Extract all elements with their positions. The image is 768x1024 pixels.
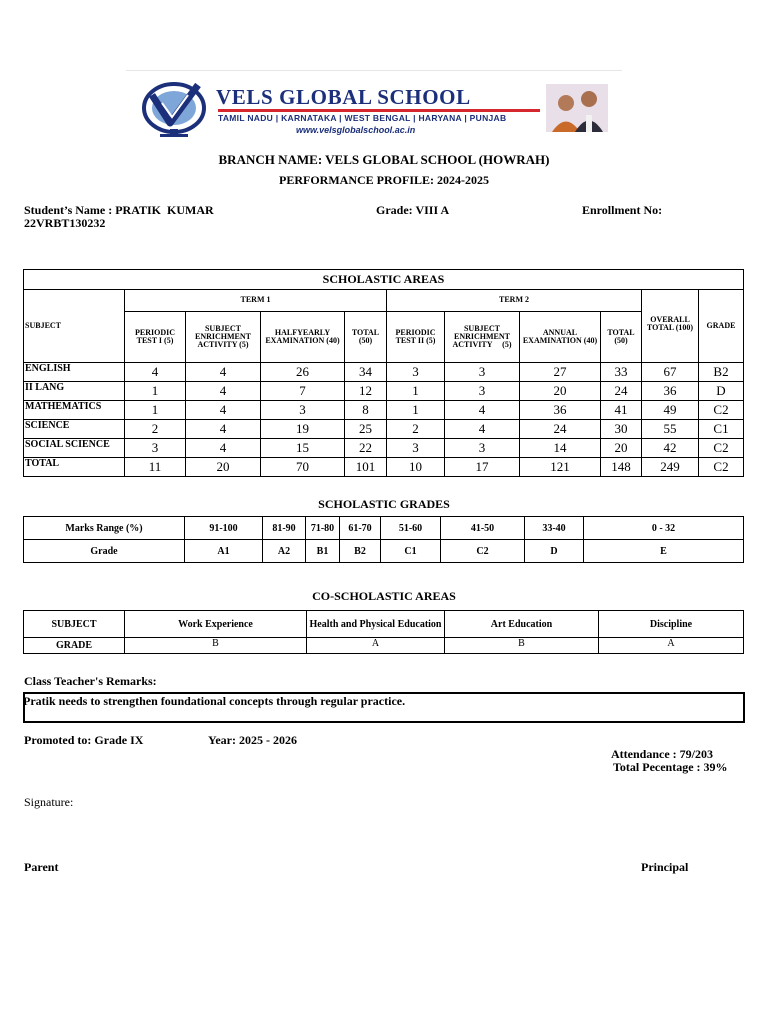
mark-cell-hy: 19 (261, 420, 345, 439)
scholastic-title: SCHOLASTIC AREAS (24, 270, 744, 290)
mark-cell-sea1: 4 (186, 401, 261, 420)
mark-cell-t1: 22 (345, 439, 387, 458)
co-grade-cell: B (445, 638, 599, 654)
mark-cell-sea1: 4 (186, 420, 261, 439)
range-label: Marks Range (%) (24, 517, 185, 540)
mark-cell-hy: 3 (261, 401, 345, 420)
mark-cell-pt1: 2 (125, 420, 186, 439)
term1-header: TERM 1 (125, 290, 387, 312)
mark-cell-overall: 55 (642, 420, 699, 439)
subject-name: TOTAL (24, 458, 125, 477)
mark-cell-overall: 249 (642, 458, 699, 477)
mark-cell-sea2: 4 (445, 401, 520, 420)
mark-cell-t2: 148 (601, 458, 642, 477)
banner-website: www.velsglobalschool.ac.in (296, 125, 416, 135)
grade-letter-cell: C2 (441, 540, 525, 563)
grade-letter-cell: B1 (306, 540, 340, 563)
subject-name: MATHEMATICS (24, 401, 125, 420)
scholastic-areas-table (23, 269, 744, 477)
attendance: Attendance : 79/203 (611, 747, 713, 761)
grade-letter-cell: C1 (381, 540, 441, 563)
grade-range-cell: 0 - 32 (584, 517, 744, 540)
mark-cell-pt2: 10 (387, 458, 445, 477)
mark-cell-t2: 33 (601, 363, 642, 382)
co-subject-cell: Discipline (599, 611, 744, 638)
performance-profile: PERFORMANCE PROFILE: 2024-2025 (279, 173, 489, 187)
coscholastic-subject-row (24, 611, 744, 638)
mark-cell-annual: 20 (520, 382, 601, 401)
mark-cell-pt1: 1 (125, 382, 186, 401)
table-row (24, 439, 744, 458)
mark-cell-hy: 70 (261, 458, 345, 477)
signature-label: Signature: (24, 795, 74, 809)
grade-letter-cell: E (584, 540, 744, 563)
mark-cell-annual: 36 (520, 401, 601, 420)
mark-cell-t1: 25 (345, 420, 387, 439)
col-halfyearly: HALFYEARLY EXAMINATION (40) (261, 311, 345, 362)
mark-cell-annual: 121 (520, 458, 601, 477)
col-grade: GRADE (699, 290, 744, 363)
mark-cell-overall: 67 (642, 363, 699, 382)
branch-name: BRANCH NAME: VELS GLOBAL SCHOOL (HOWRAH) (218, 152, 550, 167)
co-grade-cell: A (307, 638, 445, 654)
total-percentage: Total Pecentage : 39% (613, 760, 728, 774)
term2-header: TERM 2 (387, 290, 642, 312)
co-subject-cell: Work Experience (125, 611, 307, 638)
mark-cell-sea2: 17 (445, 458, 520, 477)
mark-cell-hy: 15 (261, 439, 345, 458)
grade-range-cell: 71-80 (306, 517, 340, 540)
grade-label: Grade (24, 540, 185, 563)
mark-cell-pt1: 1 (125, 401, 186, 420)
mark-cell-pt2: 3 (387, 363, 445, 382)
mark-cell-t1: 12 (345, 382, 387, 401)
mark-cell-annual: 27 (520, 363, 601, 382)
col-overall: OVERALL TOTAL (100) (642, 290, 699, 363)
mark-cell-t1: 34 (345, 363, 387, 382)
mark-cell-t2: 24 (601, 382, 642, 401)
mark-cell-t1: 101 (345, 458, 387, 477)
mark-cell-sea1: 4 (186, 439, 261, 458)
mark-cell-sea2: 4 (445, 420, 520, 439)
mark-cell-grade: C2 (699, 401, 744, 420)
coscholastic-table (23, 610, 744, 654)
co-subject-cell: Art Education (445, 611, 599, 638)
mark-cell-pt1: 11 (125, 458, 186, 477)
col-sea2: SUBJECT ENRICHMENT ACTIVITY (5) (445, 311, 520, 362)
table-row (24, 458, 744, 477)
grade-range-cell: 51-60 (381, 517, 441, 540)
enrollment-label: Enrollment No: (582, 203, 663, 217)
grade-range-cell: 33-40 (525, 517, 584, 540)
scholastic-grades-table (23, 516, 744, 563)
mark-cell-overall: 36 (642, 382, 699, 401)
mark-cell-grade: D (699, 382, 744, 401)
mark-cell-pt2: 1 (387, 401, 445, 420)
mark-cell-pt2: 3 (387, 439, 445, 458)
grade-range-cell: 91-100 (185, 517, 263, 540)
mark-cell-t2: 30 (601, 420, 642, 439)
mark-cell-grade: C1 (699, 420, 744, 439)
mark-cell-sea1: 4 (186, 363, 261, 382)
banner-divider (218, 109, 540, 112)
table-row (24, 363, 744, 382)
grades-letter-row (24, 540, 744, 563)
student-name: Student’s Name : PRATIK KUMAR (24, 203, 214, 217)
coscholastic-grade-row (24, 638, 744, 654)
co-subject-label: SUBJECT (24, 611, 125, 638)
col-total2: TOTAL (50) (601, 311, 642, 362)
subject-name: II LANG (24, 382, 125, 401)
promotion-year: Year: 2025 - 2026 (208, 733, 297, 747)
mark-cell-grade: B2 (699, 363, 744, 382)
mark-cell-grade: C2 (699, 458, 744, 477)
grade-letter-cell: B2 (340, 540, 381, 563)
co-grade-cell: A (599, 638, 744, 654)
school-emblem-icon (144, 84, 204, 137)
mark-cell-t2: 41 (601, 401, 642, 420)
table-row (24, 420, 744, 439)
mark-cell-sea2: 3 (445, 382, 520, 401)
remarks-text: Pratik needs to strengthen foundational concepts through regular practice. (23, 694, 406, 708)
mark-cell-pt2: 1 (387, 382, 445, 401)
grade-letter-cell: D (525, 540, 584, 563)
mark-cell-t1: 8 (345, 401, 387, 420)
col-pt1: PERIODIC TEST I (5) (125, 311, 186, 362)
grades-range-row (24, 517, 744, 540)
grade-letter-cell: A2 (263, 540, 306, 563)
mark-cell-grade: C2 (699, 439, 744, 458)
subject-name: SOCIAL SCIENCE (24, 439, 125, 458)
banner-states: TAMIL NADU | KARNATAKA | WEST BENGAL | HARYANA | PUNJAB (218, 113, 507, 123)
banner-school-name: VELS GLOBAL SCHOOL (216, 85, 471, 109)
co-subject-cell: Health and Physical Education (307, 611, 445, 638)
col-total1: TOTAL (50) (345, 311, 387, 362)
grade-range-cell: 41-50 (441, 517, 525, 540)
subject-name: ENGLISH (24, 363, 125, 382)
mark-cell-overall: 42 (642, 439, 699, 458)
col-annual: ANNUAL EXAMINATION (40) (520, 311, 601, 362)
col-sea1: SUBJECT ENRICHMENT ACTIVITY (5) (186, 311, 261, 362)
mark-cell-pt1: 3 (125, 439, 186, 458)
mark-cell-hy: 7 (261, 382, 345, 401)
co-grade-cell: B (125, 638, 307, 654)
mark-cell-sea1: 4 (186, 382, 261, 401)
founders-photo-icon (546, 84, 608, 132)
subject-name: SCIENCE (24, 420, 125, 439)
mark-cell-overall: 49 (642, 401, 699, 420)
coscholastic-title: CO-SCHOLASTIC AREAS (312, 589, 456, 603)
enrollment-number: 22VRBT130232 (24, 216, 106, 230)
col-pt2: PERIODIC TEST II (5) (387, 311, 445, 362)
mark-cell-pt1: 4 (125, 363, 186, 382)
mark-cell-sea1: 20 (186, 458, 261, 477)
mark-cell-pt2: 2 (387, 420, 445, 439)
parent-signature: Parent (24, 860, 59, 874)
promoted-to: Promoted to: Grade IX (24, 733, 144, 747)
remarks-label: Class Teacher's Remarks: (24, 674, 157, 688)
grade-letter-cell: A1 (185, 540, 263, 563)
mark-cell-sea2: 3 (445, 363, 520, 382)
mark-cell-hy: 26 (261, 363, 345, 382)
grade-range-cell: 61-70 (340, 517, 381, 540)
table-row (24, 401, 744, 420)
mark-cell-sea2: 3 (445, 439, 520, 458)
student-grade: Grade: VIII A (376, 203, 450, 217)
mark-cell-t2: 20 (601, 439, 642, 458)
principal-signature: Principal (641, 860, 689, 874)
grade-range-cell: 81-90 (263, 517, 306, 540)
mark-cell-annual: 24 (520, 420, 601, 439)
co-grade-label: GRADE (24, 638, 125, 654)
school-banner (126, 70, 622, 141)
grades-title: SCHOLASTIC GRADES (318, 497, 450, 511)
mark-cell-annual: 14 (520, 439, 601, 458)
table-row (24, 382, 744, 401)
col-subject: SUBJECT (24, 290, 125, 363)
